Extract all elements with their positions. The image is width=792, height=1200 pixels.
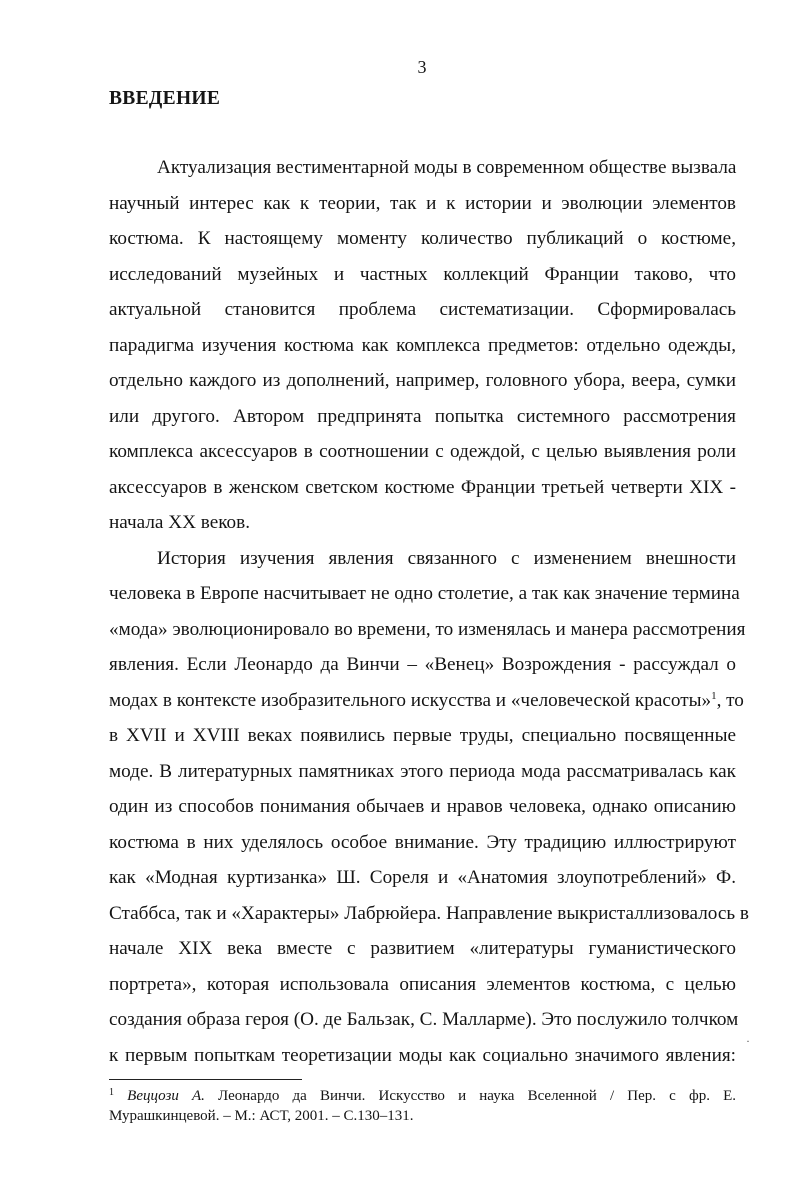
text-line: Стаббса, так и «Характеры» Лабрюйера. Направление выкристаллизовалось в	[109, 902, 749, 924]
text-line	[109, 683, 744, 719]
text-line: как «Модная куртизанка» Ш. Сореля и «Анатомия злоупотреблений» Ф.	[109, 867, 736, 888]
text-line: явления. Если Леонардо да Винчи – «Венец» Возрождения - рассуждал о	[109, 654, 736, 675]
footnote-author: Веццози А.	[127, 1088, 205, 1104]
body-text	[109, 150, 749, 1073]
footnote-separator	[109, 1079, 302, 1080]
footnote-line: Мурашкинцевой. – М.: АСТ, 2001. – С.130–131.	[109, 1108, 414, 1124]
text-line: научный интерес как к теории, так и к истории и эволюции элементов	[109, 192, 736, 214]
text-line: комплекса аксессуаров в соотношении с одеждой, с целью выявления роли	[109, 441, 736, 462]
footnote-reference: 1	[711, 689, 717, 702]
text-line: парадигма изучения костюма как комплекса предметов: отдельно одежды,	[109, 334, 736, 356]
footnote-mark: 1	[109, 1087, 114, 1098]
text-line: в XVII и XVIII веках появились первые труды, специально посвященные	[109, 725, 736, 746]
text-line: костюма. К настоящему моменту количество публикаций о костюме,	[109, 228, 736, 249]
page-number: 3	[417, 57, 427, 77]
scan-speck: ·	[746, 1034, 750, 1048]
footnote	[109, 1086, 736, 1126]
text-line: человека в Европе насчитывает не одно столетие, а так как значение термина	[109, 583, 740, 604]
text-line: начале XIX века вместе с развитием «литературы гуманистического	[109, 938, 736, 959]
text-line: костюма в них уделялось особое внимание. Эту традицию иллюстрируют	[109, 831, 736, 853]
text-line: или другого. Автором предпринята попытка системного рассмотрения	[109, 405, 736, 427]
text-segment: модах в контексте изобразительного искусства и «человеческой красоты»	[109, 689, 712, 711]
text-line: Актуализация вестиментарной моды в современном обществе вызвала	[157, 157, 737, 178]
text-line: «мода» эволюционировало во времени, то изменялась и манера рассмотрения	[109, 618, 746, 640]
paragraph-history	[109, 541, 749, 1074]
footnote-line	[109, 1086, 736, 1106]
text-line: исследований музейных и частных коллекций Франции таково, что	[109, 263, 736, 285]
text-line: начала XX веков.	[109, 512, 251, 533]
text-line: актуальной становится проблема систематизации. Сформировалась	[109, 299, 736, 320]
text-line: портрета», которая использовала описания элементов костюма, с целью	[109, 973, 736, 995]
section-heading: ВВЕДЕНИЕ	[109, 88, 221, 109]
text-line: История изучения явления связанного с изменением внешности	[157, 547, 736, 569]
text-segment: , то	[716, 689, 744, 711]
footnote-text: Леонардо да Винчи. Искусство и наука Вселенной / Пер. с фр. Е.	[204, 1088, 737, 1104]
text-line: аксессуаров в женском светском костюме Франции третьей четверти XIX -	[109, 476, 736, 498]
text-line: отдельно каждого из дополнений, например, головного убора, веера, сумки	[109, 370, 736, 391]
paragraph-intro	[109, 150, 736, 541]
text-line: один из способов понимания обычаев и нравов человека, однако описанию	[109, 796, 736, 817]
text-line: создания образа героя (О. де Бальзак, С. Малларме). Это послужило толчком	[109, 1009, 739, 1030]
text-line: к первым попыткам теоретизации моды как социально значимого явления:	[109, 1044, 736, 1066]
text-line: моде. В литературных памятниках этого периода мода рассматривалась как	[109, 760, 736, 782]
